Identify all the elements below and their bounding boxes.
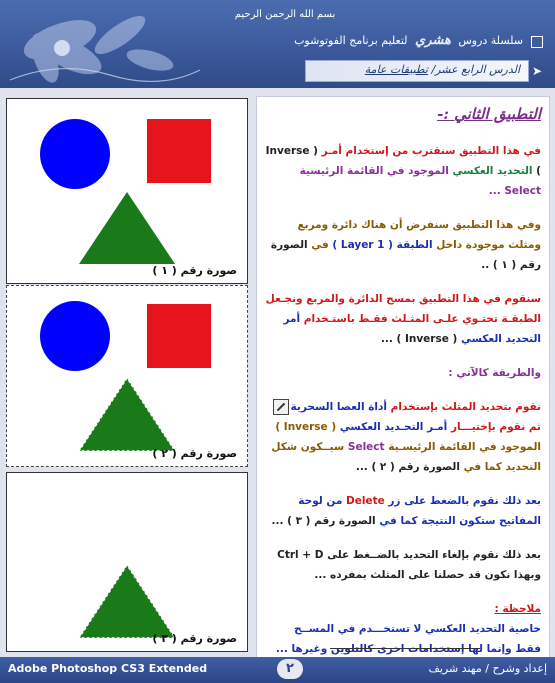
page-number: ٢	[277, 659, 303, 679]
paragraph-5	[265, 491, 541, 531]
shapes-figure-1	[7, 99, 247, 283]
p4-select: Select	[347, 441, 385, 453]
p5-delete: Delete	[346, 495, 385, 507]
p1-command: أمـر	[321, 145, 342, 157]
flower-decoration-icon	[0, 0, 210, 88]
p1-inverse-arabic: التحديد العكسي	[452, 165, 533, 177]
series-title-part1: سلسلة دروس	[458, 34, 523, 47]
p3-text: سنقوم في هذا التطبيق بمسح الدائرة والمربع ونجـعل الطبقـة تحتـوي علـى المثـلث فقـط باستـخدام	[265, 293, 541, 325]
red-square	[147, 119, 211, 183]
paragraph-1	[265, 141, 541, 201]
p2-layer: الطبقة ( 1 Layer )	[332, 239, 433, 251]
arrow-right-icon: ➤	[531, 64, 543, 78]
shapes-figure-3	[7, 473, 247, 651]
p1-select: Select ...	[488, 185, 541, 197]
magic-wand-icon	[273, 399, 289, 415]
note-text: خاصية التحديد العكسي لا تستخـــدم في المســح فقط وإنما لها إستخدامات اخرى كالتلوين وغيرها ...	[275, 623, 541, 655]
image-panel-2	[6, 285, 248, 467]
lesson-text-panel	[256, 96, 550, 658]
blue-circle	[40, 301, 110, 371]
note-title: ملاحظة :	[494, 603, 541, 615]
series-title-bar	[292, 30, 547, 52]
p5-result: من لوحة المفاتيح ستكون النتيجة كما في	[298, 495, 541, 527]
image-panel-3	[6, 472, 248, 652]
figure-caption-1: صورة رقم ( ١ )	[152, 264, 237, 277]
series-title-part2: لتعليم برنامج الفوتوشوب	[294, 34, 408, 47]
p4-menu: ( Inverse ) الموجود في القائمة الرئيسـية	[275, 421, 541, 453]
lesson-topic: تطبيقات عامة	[364, 63, 428, 76]
green-triangle-selected	[79, 378, 175, 451]
figure-caption-3: صورة رقم ( ٣ )	[152, 632, 237, 645]
paragraph-2	[265, 215, 541, 275]
lesson-label: الدرس الرابع عشر/	[431, 63, 520, 76]
paragraph-6: بعد ذلك نقوم بإلغاء التحديد بالضــغط على Ctrl + D وبهذا نكون قد حصلنا على المثلث بمفرده ...	[277, 549, 541, 581]
header-banner	[0, 0, 555, 88]
p4-figure-ref: الصورة رقم ( ٢ ) ...	[355, 461, 460, 473]
p5-text: بعد ذلك نقوم بالضغط على زر	[384, 495, 541, 507]
p1-text: في هذا التطبيق سنقترب من إستخدام	[341, 145, 541, 157]
lesson-title-bar	[305, 60, 543, 82]
red-square	[147, 304, 211, 368]
p4-tool: أداة العصا السحرية	[290, 401, 388, 413]
bismillah-text: بسم الله الرحمن الرحيم	[234, 9, 336, 20]
author-credit: إعداد وشرح / مهند شريف	[428, 662, 547, 675]
p5-figure-ref: الصورة رقم ( ٣ ) ...	[271, 515, 376, 527]
p3-command: أمر التحديد العكسي	[283, 313, 541, 345]
green-triangle-selected	[79, 565, 175, 638]
square-bullet-icon	[531, 36, 543, 48]
p2-figure-ref: الصورة رقم ( ١ ) ..	[270, 239, 541, 271]
image-panel-1	[6, 98, 248, 284]
p4-shape: سيــكون شكل التحديد كما في	[271, 441, 541, 473]
figure-caption-2: صورة رقم ( ٢ )	[152, 447, 237, 460]
paragraph-3	[265, 289, 541, 349]
p1-inverse: ( Inverse )	[265, 145, 541, 177]
p4-command: أمـر التحـديد العكسي	[339, 421, 448, 433]
series-logo: هشري	[415, 33, 451, 48]
method-heading: والطريقة كالآتي :	[448, 367, 541, 379]
p4-then: ثم نقوم بإختيـــار	[447, 421, 541, 433]
green-triangle	[79, 192, 175, 264]
series-title	[294, 33, 523, 48]
p1-menu-text: الموجود في القائمة الرئيسية	[299, 165, 453, 177]
p4-text: نقوم بتحديد المثلث بإستخدام	[387, 401, 541, 413]
shapes-figure-2	[7, 286, 247, 466]
section-title: التطبيق الثاني :-	[437, 105, 541, 123]
lesson-title	[365, 63, 520, 76]
p2-in: في	[307, 239, 333, 251]
signature-divider	[330, 648, 480, 649]
blue-circle	[40, 119, 110, 189]
paragraph-4	[265, 397, 541, 477]
footer-bar	[0, 657, 555, 683]
p3-inverse: ( Inverse ) ...	[380, 333, 461, 345]
p2-text: وفي هذا التطبيق سنفرض أن هناك دائرة ومربع ومثلث موجودة داخل	[297, 219, 541, 251]
software-name: Adobe Photoshop CS3 Extended	[8, 662, 208, 675]
lesson-content	[265, 103, 541, 658]
